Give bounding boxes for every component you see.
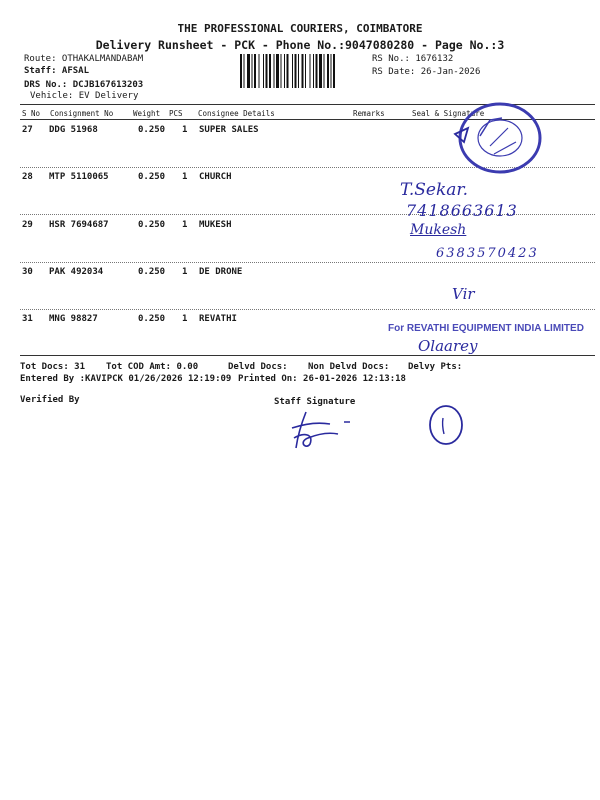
row-pcs: 1	[182, 220, 188, 230]
row-consignment: HSR 7694687	[49, 220, 109, 230]
row-sno: 29	[22, 220, 33, 230]
row-weight: 0.250	[138, 125, 166, 135]
col-pcs-header: PCS	[169, 109, 183, 118]
row-pcs: 1	[182, 314, 188, 324]
rs-date: RS Date: 26-Jan-2026	[372, 67, 481, 77]
drs-number: DRS No.: DCJB167613203	[24, 80, 144, 90]
row-sno: 31	[22, 314, 33, 324]
company-title: THE PROFESSIONAL COURIERS, COIMBATORE	[177, 22, 423, 35]
row-weight: 0.250	[138, 220, 166, 230]
delivered-docs: Delvd Docs:	[228, 362, 288, 372]
printed-on: Printed On: 26-01-2026 12:13:18	[238, 374, 406, 384]
row-consignee: CHURCH	[199, 172, 232, 182]
rs-number: RS No.: 1676132	[372, 54, 454, 64]
delivery-points: Delvy Pts:	[408, 362, 463, 372]
row-consignee: DE DRONE	[199, 267, 243, 277]
col-consignee-header: Consignee Details	[198, 109, 275, 118]
total-cod-amount: Tot COD Amt: 0.00	[106, 362, 199, 372]
row-pcs: 1	[182, 267, 188, 277]
col-signature-header: Seal & Signature	[412, 109, 485, 118]
row-rule	[20, 262, 595, 263]
handwritten-name: T.Sekar.	[400, 180, 469, 200]
company-seal-stamp	[450, 98, 542, 178]
handwritten-initials: Vir	[452, 285, 475, 303]
col-remarks-header: Remarks	[353, 109, 385, 118]
company-rubber-stamp: For REVATHI EQUIPMENT INDIA LIMITED	[388, 323, 584, 334]
col-weight-header: Weight	[133, 109, 161, 118]
col-consignment-header: Consignment No	[50, 109, 114, 118]
barcode-image	[240, 54, 365, 88]
row-consignee: SUPER SALES	[199, 125, 259, 135]
col-sno-header: S No	[22, 109, 41, 118]
row-sno: 28	[22, 172, 33, 182]
row-weight: 0.250	[138, 267, 166, 277]
row-pcs: 1	[182, 172, 188, 182]
staff-signature-scribble	[284, 408, 354, 452]
handwritten-signature: Olaarey	[418, 337, 478, 355]
row-consignment: DDG 51968	[49, 125, 98, 135]
row-consignment: PAK 492034	[49, 267, 104, 277]
verified-by-label: Verified By	[20, 395, 80, 405]
row-rule	[20, 309, 595, 310]
handwritten-phone: 6383570423	[436, 246, 539, 261]
row-consignment: MNG 98827	[49, 314, 98, 324]
handwritten-phone: 7418663613	[406, 201, 518, 220]
row-consignee: MUKESH	[199, 220, 232, 230]
row-sno: 30	[22, 267, 33, 277]
vehicle-label: Vehicle: EV Delivery	[30, 91, 139, 101]
row-consignment: MTP 5110065	[49, 172, 109, 182]
runsheet-subtitle: Delivery Runsheet - PCK - Phone No.:9047080280 - Page No.:3	[95, 38, 505, 52]
handwritten-name: Mukesh	[410, 222, 467, 238]
table-bottom-rule	[20, 355, 595, 356]
staff-signature-label: Staff Signature	[274, 397, 356, 407]
entered-by: Entered By :KAVIPCK 01/26/2026 12:19:09	[20, 374, 232, 384]
row-weight: 0.250	[138, 172, 166, 182]
total-docs: Tot Docs: 31	[20, 362, 86, 372]
circle-mark	[426, 402, 466, 448]
staff-label: Staff: AFSAL	[24, 66, 90, 76]
row-weight: 0.250	[138, 314, 166, 324]
row-consignee: REVATHI	[199, 314, 237, 324]
row-sno: 27	[22, 125, 33, 135]
route-label: Route: OTHAKALMANDABAM	[24, 54, 144, 64]
row-pcs: 1	[182, 125, 188, 135]
non-delivered-docs: Non Delvd Docs:	[308, 362, 390, 372]
